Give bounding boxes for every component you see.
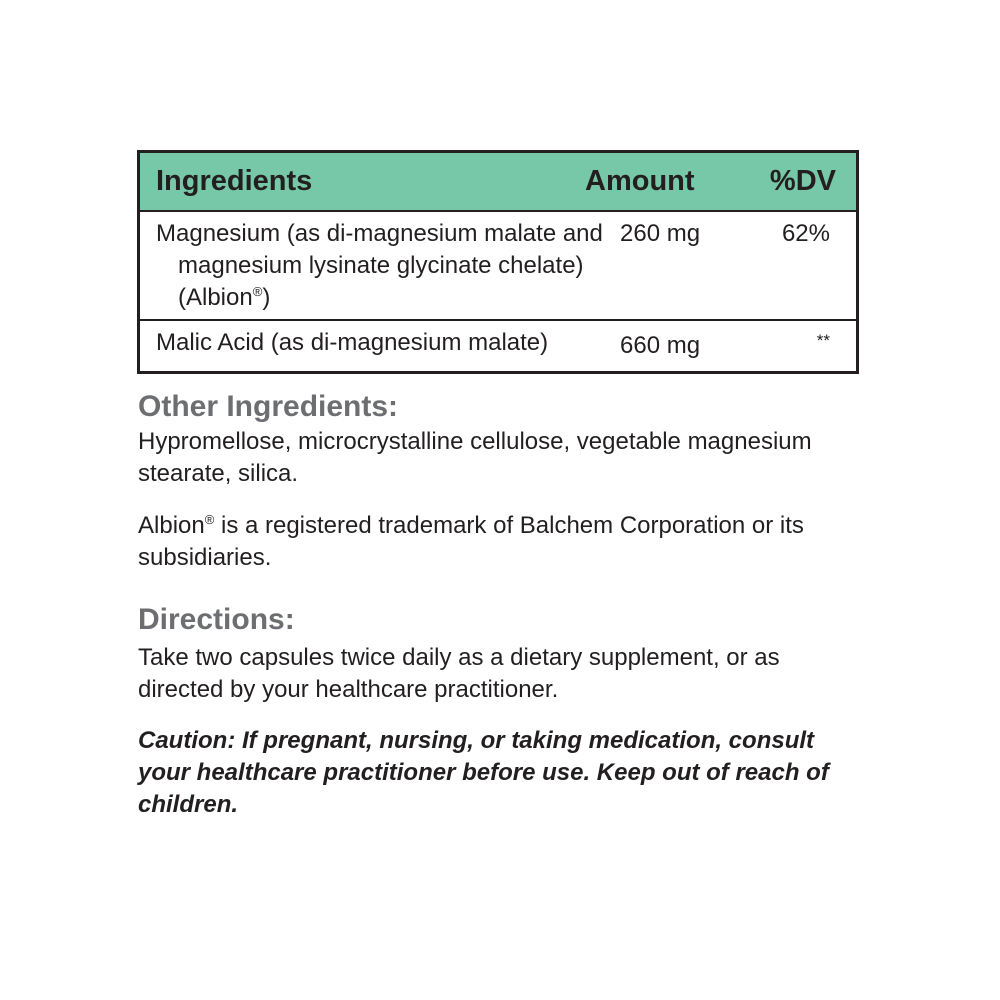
other-ingredients-heading: Other Ingredients: bbox=[138, 390, 399, 423]
other-ingredients-text: Hypromellose, microcrystalline cellulose, vegetable magnesium stearate, silica. bbox=[138, 428, 812, 487]
dv-column-header: %DV bbox=[769, 165, 836, 197]
ingredient-name-text: Magnesium (as di-magnesium malate and magnesium lysinate glycinate chelate) (Albion bbox=[156, 220, 603, 311]
registered-mark: ® bbox=[252, 284, 263, 299]
ingredient-name-end: ) bbox=[262, 284, 271, 311]
table-header bbox=[140, 153, 856, 212]
registered-mark: ® bbox=[204, 512, 215, 527]
ingredient-amount: 660 mg bbox=[620, 332, 701, 359]
ingredient-name: Malic Acid (as di-magnesium malate) bbox=[156, 329, 549, 356]
directions-text: Take two capsules twice daily as a dietary supplement, or as directed by your healthcare practitioner. bbox=[138, 644, 780, 703]
directions-heading: Directions: bbox=[138, 603, 295, 636]
ingredient-dv: ** bbox=[816, 331, 830, 350]
ingredient-dv: 62% bbox=[781, 220, 830, 247]
trademark-text: is a registered trademark of Balchem Corporation or its subsidiaries. bbox=[138, 512, 804, 571]
table-row bbox=[140, 212, 856, 321]
table-row bbox=[140, 321, 856, 371]
ingredient-name bbox=[156, 218, 608, 314]
ingredient-amount: 260 mg bbox=[620, 220, 701, 247]
amount-column-header: Amount bbox=[585, 165, 695, 197]
trademark-notice bbox=[138, 510, 858, 574]
supplement-facts-table bbox=[137, 150, 859, 374]
caution-text: Caution: If pregnant, nursing, or taking medication, consult your healthcare practitioner before use. Keep out of reach of children. bbox=[138, 727, 829, 818]
ingredients-column-header: Ingredients bbox=[156, 165, 313, 197]
trademark-brand: Albion bbox=[138, 512, 205, 539]
